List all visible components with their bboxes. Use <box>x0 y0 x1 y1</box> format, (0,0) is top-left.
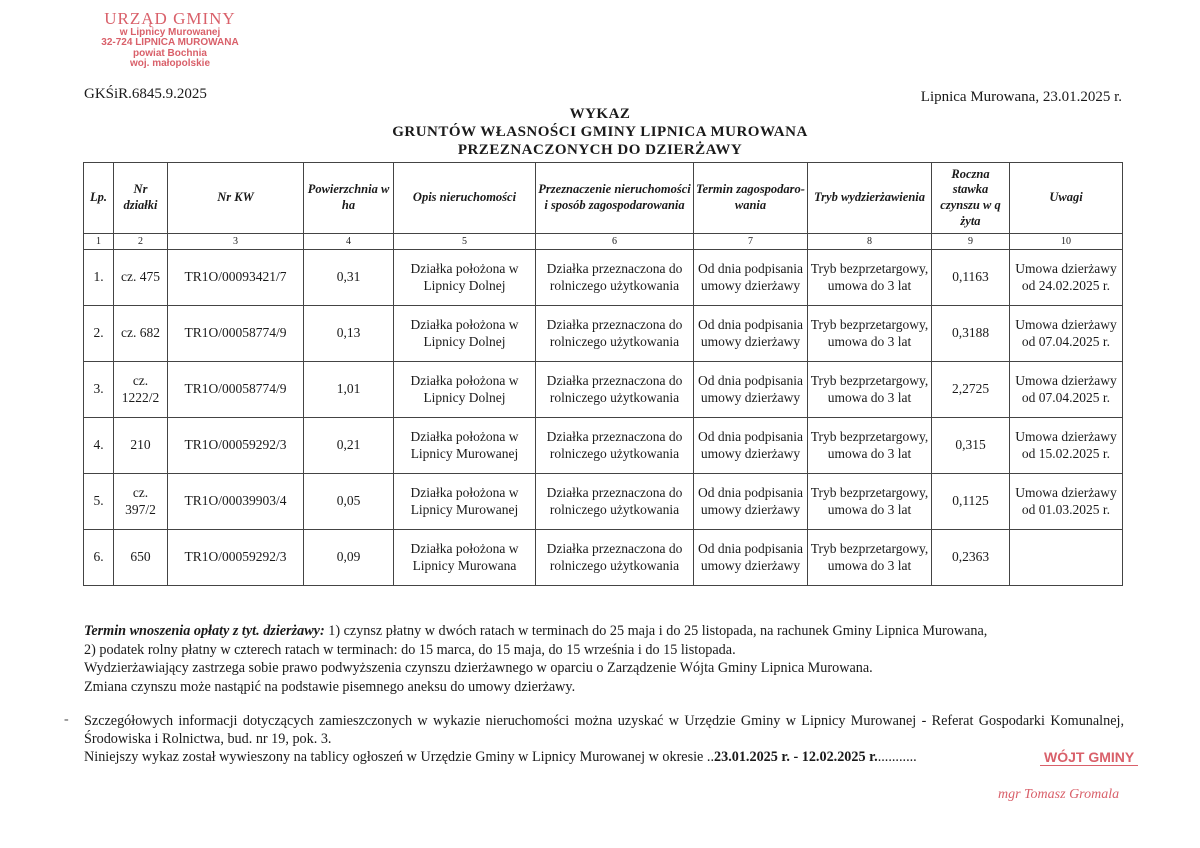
document-title: WYKAZ <box>569 106 631 122</box>
cell-stawka: 0,1125 <box>932 474 1010 530</box>
cell-kw: TR1O/00093421/7 <box>168 250 304 306</box>
col-header-termin: Termin zagospodaro-wania <box>694 163 808 234</box>
cell-przeznaczenie: Działka przeznaczona do rolniczego użytkowania <box>536 362 694 418</box>
cell-termin: Od dnia podpisania umowy dzierżawy <box>694 530 808 586</box>
cell-stawka: 0,1163 <box>932 250 1010 306</box>
cell-lp: 5. <box>84 474 114 530</box>
col-header-opis: Opis nieruchomości <box>394 163 536 234</box>
cell-termin: Od dnia podpisania umowy dzierżawy <box>694 418 808 474</box>
cell-termin: Od dnia podpisania umowy dzierżawy <box>694 250 808 306</box>
wojt-stamp: WÓJT GMINY <box>1040 749 1138 766</box>
col-header-dzialka: Nr działki <box>114 163 168 234</box>
cell-kw: TR1O/00059292/3 <box>168 418 304 474</box>
col-number: 9 <box>932 234 1010 250</box>
cell-stawka: 0,2363 <box>932 530 1010 586</box>
cell-opis: Działka położona w Lipnicy Dolnej <box>394 306 536 362</box>
header-row <box>84 163 1123 234</box>
cell-przeznaczenie: Działka przeznaczona do rolniczego użytkowania <box>536 306 694 362</box>
posting-period: 23.01.2025 r. - 12.02.2025 r. <box>714 749 878 765</box>
cell-stawka: 0,3188 <box>932 306 1010 362</box>
cell-dzialka: 210 <box>114 418 168 474</box>
info-paragraph: Szczegółowych informacji dotyczących zamieszczonych w wykazie nieruchomości można uzyskać w Urzędzie Gminy w Lipnicy Murowanej - Referat Gospodarki Komunalnej, Środowiska i Rolnictwa, bud. nr 19, pok. 3. <box>84 713 1124 747</box>
cell-lp: 3. <box>84 362 114 418</box>
info-section <box>84 712 1124 766</box>
cell-kw: TR1O/00058774/9 <box>168 306 304 362</box>
place-and-date: Lipnica Murowana, 23.01.2025 r. <box>920 89 1122 105</box>
cell-lp: 4. <box>84 418 114 474</box>
table-row <box>84 250 1123 306</box>
cell-dzialka: cz. 682 <box>114 306 168 362</box>
col-number: 1 <box>84 234 114 250</box>
cell-opis: Działka położona w Lipnicy Dolnej <box>394 250 536 306</box>
table-row <box>84 362 1123 418</box>
posting-prefix: Niniejszy wykaz został wywieszony na tablicy ogłoszeń w Urzędzie Gminy w Lipnicy Murowanej w okresie <box>84 749 704 765</box>
bullet-mark: - <box>64 712 69 727</box>
cell-tryb: Tryb bezprzetargowy, umowa do 3 lat <box>808 362 932 418</box>
table-row <box>84 474 1123 530</box>
cell-uwagi: Umowa dzierżawy od 15.02.2025 r. <box>1010 418 1123 474</box>
stamp-line-5: woj. małopolskie <box>129 58 211 70</box>
cell-tryb: Tryb bezprzetargowy, umowa do 3 lat <box>808 306 932 362</box>
cell-opis: Działka położona w Lipnicy Murowana <box>394 530 536 586</box>
col-number: 8 <box>808 234 932 250</box>
cell-kw: TR1O/00058774/9 <box>168 362 304 418</box>
col-header-przeznaczenie: Przeznaczenie nieruchomości i sposób zagospodarowania <box>536 163 694 234</box>
col-header-uwagi: Uwagi <box>1010 163 1123 234</box>
col-header-powierzchnia: Powierzchnia w ha <box>304 163 394 234</box>
cell-stawka: 0,315 <box>932 418 1010 474</box>
signature: mgr Tomasz Gromala <box>998 787 1120 802</box>
stamp-line-4: powiat Bochnia <box>133 47 207 59</box>
cell-lp: 6. <box>84 530 114 586</box>
column-number-row <box>84 234 1123 250</box>
cell-lp: 1. <box>84 250 114 306</box>
cell-opis: Działka położona w Lipnicy Dolnej <box>394 362 536 418</box>
cell-tryb: Tryb bezprzetargowy, umowa do 3 lat <box>808 250 932 306</box>
document-subtitle-2: PRZEZNACZONYCH DO DZIERŻAWY <box>457 142 743 158</box>
cell-termin: Od dnia podpisania umowy dzierżawy <box>694 362 808 418</box>
cell-powierzchnia: 1,01 <box>304 362 394 418</box>
col-number: 2 <box>114 234 168 250</box>
cell-uwagi: Umowa dzierżawy od 07.04.2025 r. <box>1010 362 1123 418</box>
cell-tryb: Tryb bezprzetargowy, umowa do 3 lat <box>808 530 932 586</box>
col-number: 6 <box>536 234 694 250</box>
col-header-kw: Nr KW <box>168 163 304 234</box>
cell-uwagi: Umowa dzierżawy od 07.04.2025 r. <box>1010 306 1123 362</box>
office-stamp <box>70 10 270 70</box>
cell-kw: TR1O/00039903/4 <box>168 474 304 530</box>
cell-dzialka: 650 <box>114 530 168 586</box>
notes-lead: Termin wnoszenia opłaty z tyt. dzierżawy: <box>84 623 325 639</box>
posting-period-line <box>84 748 1124 766</box>
cell-przeznaczenie: Działka przeznaczona do rolniczego użytkowania <box>536 530 694 586</box>
col-header-lp: Lp. <box>84 163 114 234</box>
document-subtitle-1: GRUNTÓW WŁASNOŚCI GMINY LIPNICA MUROWANA <box>392 124 808 140</box>
cell-dzialka: cz. 1222/2 <box>114 362 168 418</box>
cell-termin: Od dnia podpisania umowy dzierżawy <box>694 306 808 362</box>
cell-uwagi: Umowa dzierżawy od 01.03.2025 r. <box>1010 474 1123 530</box>
col-header-stawka: Roczna stawka czynszu w q żyta <box>932 163 1010 234</box>
cell-opis: Działka położona w Lipnicy Murowanej <box>394 418 536 474</box>
stamp-line-1: URZĄD GMINY <box>104 9 236 28</box>
cell-stawka: 2,2725 <box>932 362 1010 418</box>
cell-lp: 2. <box>84 306 114 362</box>
table-row <box>84 530 1123 586</box>
cell-dzialka: cz. 475 <box>114 250 168 306</box>
cell-tryb: Tryb bezprzetargowy, umowa do 3 lat <box>808 418 932 474</box>
cell-powierzchnia: 0,05 <box>304 474 394 530</box>
cell-dzialka: cz. 397/2 <box>114 474 168 530</box>
notes-line-4: Zmiana czynszu może nastąpić na podstawie pisemnego aneksu do umowy dzierżawy. <box>84 678 576 695</box>
document-number: GKŚiR.6845.9.2025 <box>84 86 207 102</box>
notes-line-2: 2) podatek rolny płatny w czterech ratach w terminach: do 15 marca, do 15 maja, do 15 września i do 15 listopada. <box>84 641 736 658</box>
col-number: 4 <box>304 234 394 250</box>
cell-tryb: Tryb bezprzetargowy, umowa do 3 lat <box>808 474 932 530</box>
cell-kw: TR1O/00059292/3 <box>168 530 304 586</box>
cell-powierzchnia: 0,13 <box>304 306 394 362</box>
cell-uwagi <box>1010 530 1123 586</box>
cell-powierzchnia: 0,31 <box>304 250 394 306</box>
table-row <box>84 418 1123 474</box>
notes-line-1 <box>84 622 1124 641</box>
cell-przeznaczenie: Działka przeznaczona do rolniczego użytkowania <box>536 418 694 474</box>
cell-przeznaczenie: Działka przeznaczona do rolniczego użytkowania <box>536 250 694 306</box>
col-number: 3 <box>168 234 304 250</box>
payment-terms <box>84 622 1124 696</box>
stamp-line-3: 32-724 LIPNICA MUROWANA <box>101 37 239 49</box>
table-row <box>84 306 1123 362</box>
posting-dots-left: .. <box>703 749 714 765</box>
cell-uwagi: Umowa dzierżawy od 24.02.2025 r. <box>1010 250 1123 306</box>
notes-line-1-text: 1) czynsz płatny w dwóch ratach w terminach do 25 maja i do 25 listopada, na rachunek Gminy Lipnica Murowana, <box>324 623 988 639</box>
col-number: 10 <box>1010 234 1123 250</box>
posting-dots-right: ........... <box>877 749 917 765</box>
col-header-tryb: Tryb wydzierżawienia <box>808 163 932 234</box>
cell-opis: Działka położona w Lipnicy Murowanej <box>394 474 536 530</box>
col-number: 7 <box>694 234 808 250</box>
cell-przeznaczenie: Działka przeznaczona do rolniczego użytkowania <box>536 474 694 530</box>
cell-powierzchnia: 0,09 <box>304 530 394 586</box>
stamp-line-2: w Lipnicy Murowanej <box>119 26 221 38</box>
cell-termin: Od dnia podpisania umowy dzierżawy <box>694 474 808 530</box>
col-number: 5 <box>394 234 536 250</box>
lease-list-table <box>83 162 1123 586</box>
notes-line-3: Wydzierżawiający zastrzega sobie prawo podwyższenia czynszu dzierżawnego w oparciu o Zarządzenie Wójta Gminy Lipnica Murowana. <box>84 660 873 676</box>
cell-powierzchnia: 0,21 <box>304 418 394 474</box>
